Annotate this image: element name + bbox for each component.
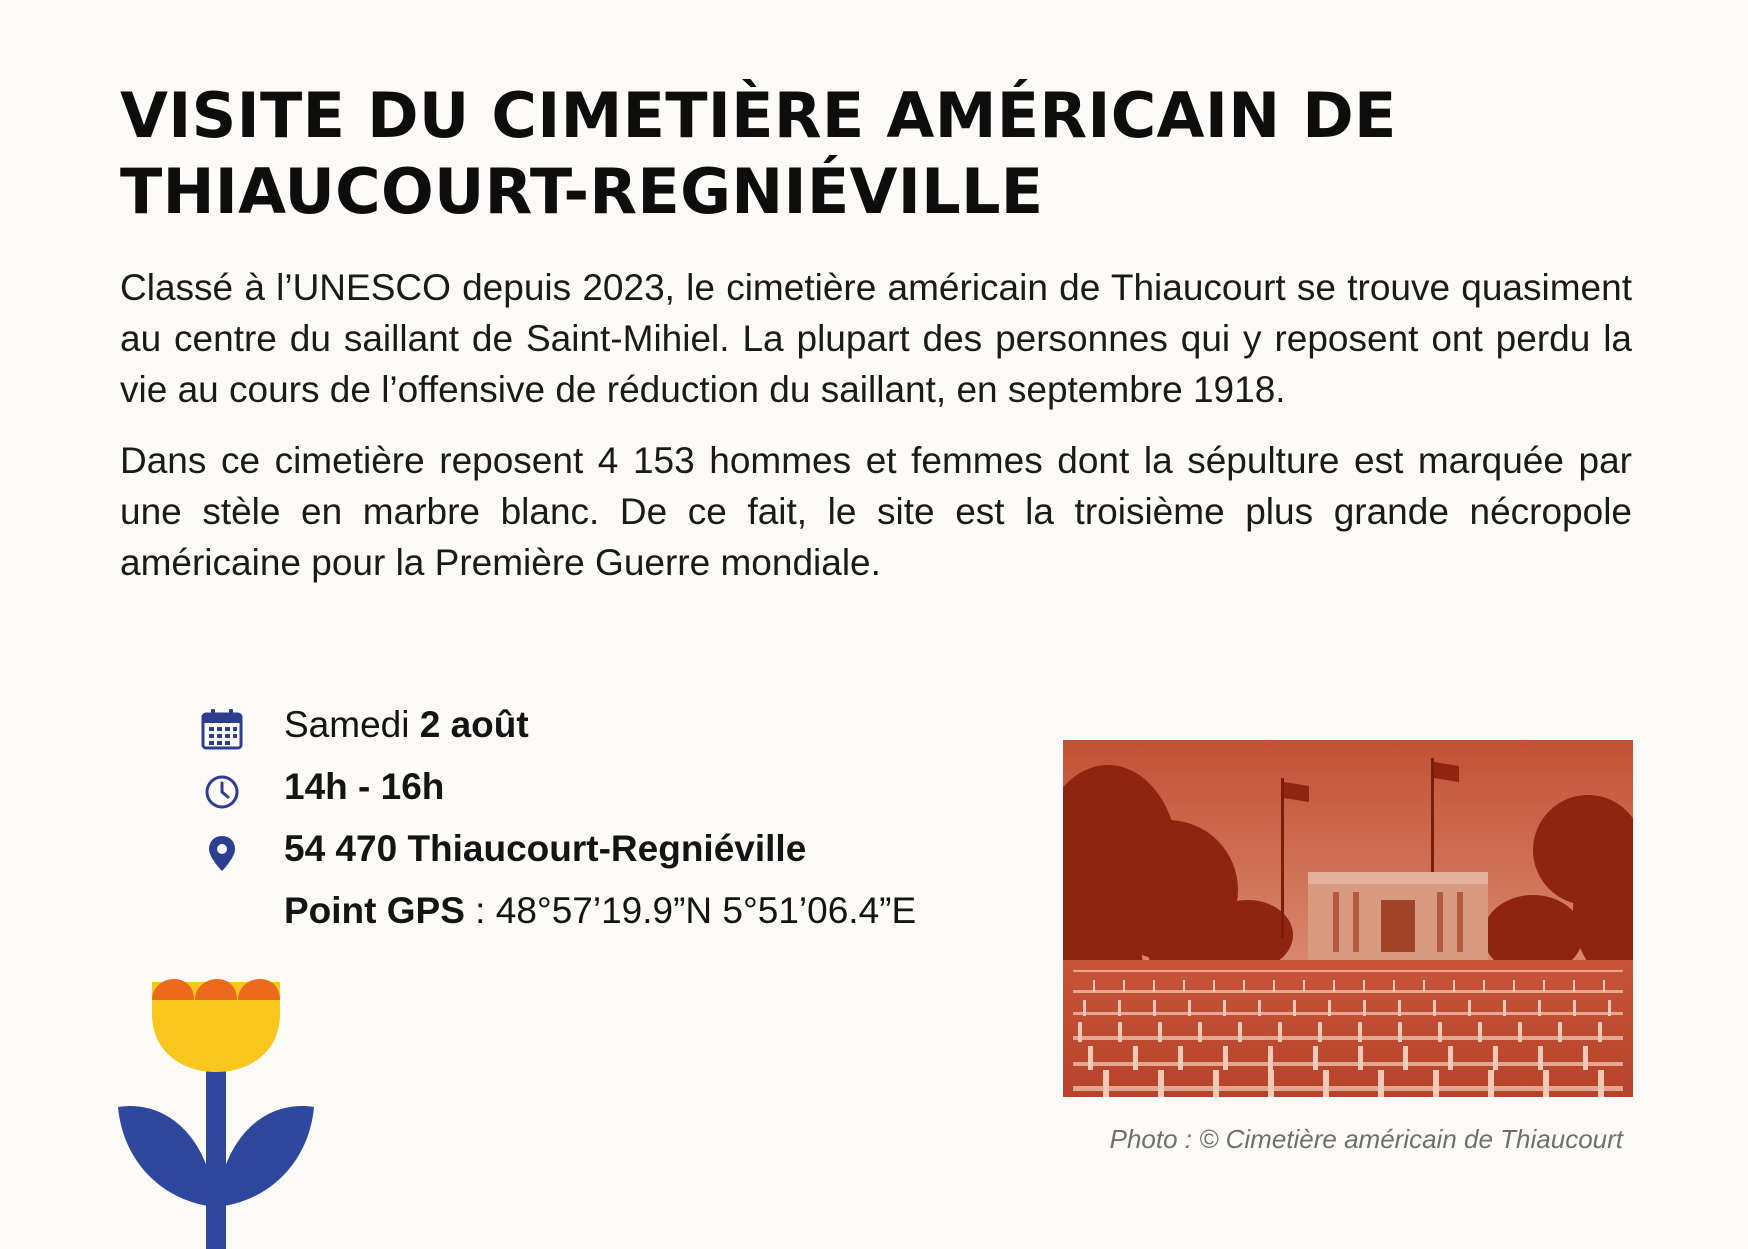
gps-row [200, 880, 1000, 942]
date-day: Samedi [284, 704, 410, 745]
address-text: 54 470 Thiaucourt-Regniéville [284, 828, 807, 869]
page-title [120, 78, 1640, 230]
title-line-1: VISITE DU CIMETIÈRE AMÉRICAIN DE [120, 79, 1397, 152]
date-row [200, 694, 1000, 756]
date-value: 2 août [419, 704, 529, 745]
calendar-icon [200, 707, 244, 751]
gps-text [284, 880, 916, 942]
cemetery-photo [1063, 740, 1633, 1097]
intro-paragraph-1: Classé à l’UNESCO depuis 2023, le cimetière américain de Thiaucourt se trouve quasiment au centre du saillant de Saint-Mihiel. La plupart des personnes qui y reposent ont perdu la vie au cours de l’offensive de réduction du saillant, en septembre 1918. [120, 267, 1632, 410]
tulip-illustration [118, 962, 314, 1249]
time-text: 14h - 16h [284, 766, 445, 807]
event-info-list [200, 694, 1000, 942]
intro-text [120, 262, 1632, 608]
time-row [200, 756, 1000, 818]
gps-value: : 48°57’19.9”N 5°51’06.4”E [464, 890, 917, 931]
date-text [284, 694, 529, 756]
intro-paragraph-2: Dans ce cimetière reposent 4 153 hommes et femmes dont la sépulture est marquée par une stèle en marbre blanc. De ce fait, le site est la troisième plus grande nécropole américaine pour la Première Guerre mondiale. [120, 440, 1632, 583]
cemetery-photo-illustration [1063, 740, 1633, 1097]
address-row [200, 818, 1000, 880]
title-line-2: THIAUCOURT-REGNIÉVILLE [120, 155, 1044, 228]
clock-icon [200, 769, 244, 813]
photo-caption: Photo : © Cimetière américain de Thiaucourt [1109, 1124, 1623, 1154]
map-pin-icon [200, 831, 244, 875]
gps-label: Point GPS [284, 890, 465, 931]
